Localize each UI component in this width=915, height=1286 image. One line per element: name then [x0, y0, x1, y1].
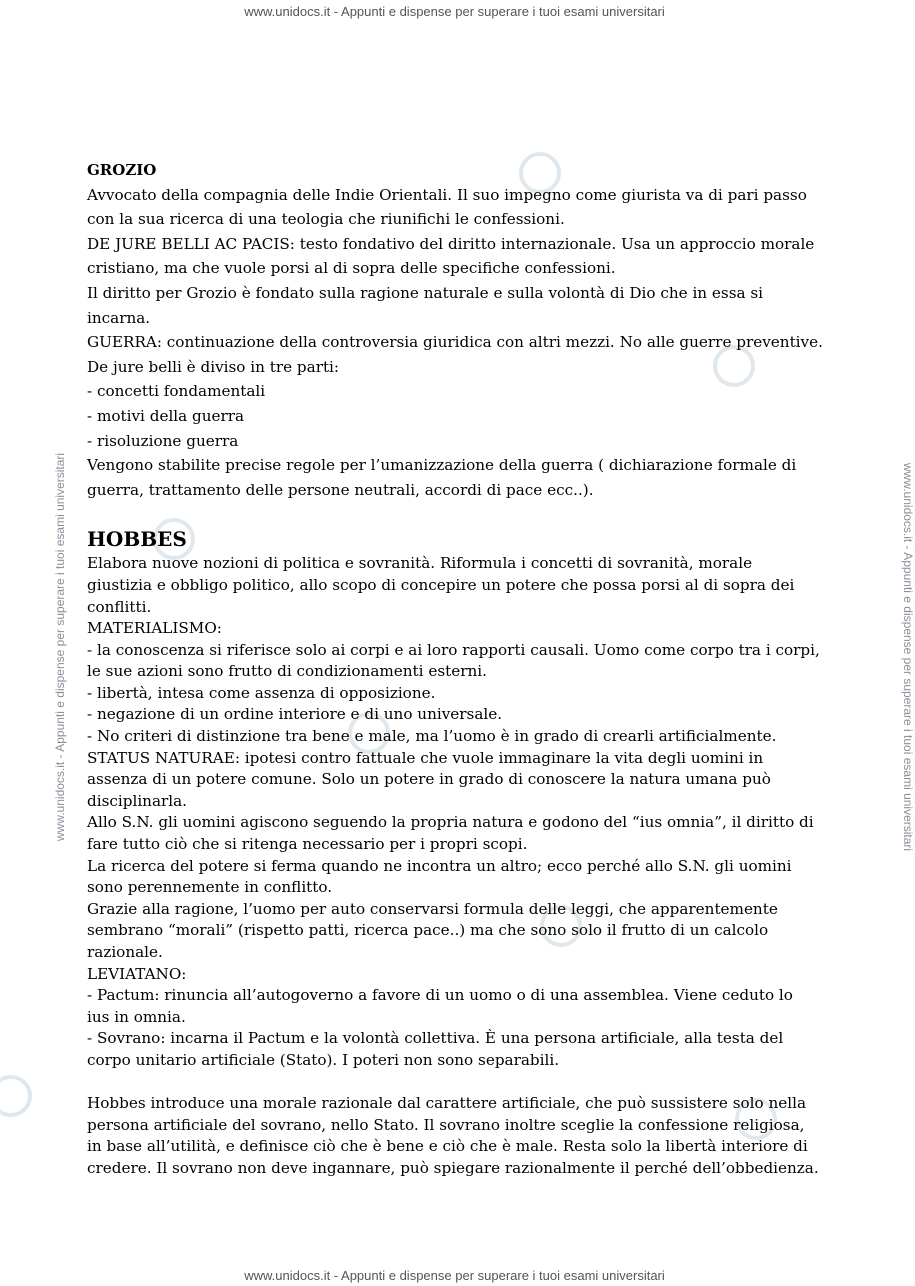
section-hobbes [87, 525, 827, 1179]
text-line: - Pactum: rinuncia all’autogoverno a favore di un uomo o di una assemblea. Viene ceduto lo [87, 986, 793, 1005]
text-line: le sue azioni sono frutto di condizionamenti esterni. [87, 662, 487, 681]
text-line: disciplinarla. [87, 791, 188, 810]
section-grozio [87, 158, 827, 502]
text-line: sono perennemente in conflitto. [87, 878, 333, 897]
watermark-right: www.unidocs.it - Appunti e dispense per superare i tuoi esami universitari [901, 462, 915, 852]
text-line: - motivi della guerra [87, 406, 245, 425]
hobbes-closing-text [87, 1093, 827, 1179]
text-line: - Sovrano: incarna il Pactum e la volontà collettiva. È una persona artificiale, alla testa del [87, 1029, 784, 1048]
text-line: Hobbes introduce una morale razionale dal carattere artificiale, che può sussistere solo nella [87, 1094, 807, 1113]
text-line: Il diritto per Grozio è fondato sulla ragione naturale e sulla volontà di Dio che in essa si [87, 283, 764, 302]
text-line: sembrano “morali” (rispetto patti, ricerca pace..) ma che sono solo il frutto di un calcolo [87, 921, 769, 940]
text-line: De jure belli è diviso in tre parti: [87, 357, 340, 376]
hobbes-text [87, 553, 827, 1071]
text-line: - libertà, intesa come assenza di opposizione. [87, 683, 436, 702]
text-line: guerra, trattamento delle persone neutrali, accordi di pace ecc..). [87, 480, 594, 499]
heading-grozio: GROZIO [87, 161, 157, 179]
text-line: - concetti fondamentali [87, 382, 266, 401]
watermark-logo-icon [0, 1075, 32, 1117]
text-line: conflitti. [87, 597, 152, 616]
text-line: fare tutto ciò che si ritenga necessario per i propri scopi. [87, 835, 528, 854]
document-body [87, 158, 827, 1180]
text-line: - No criteri di distinzione tra bene e male, ma l’uomo è in grado di crearli artificialmente. [87, 727, 777, 746]
watermark-top: www.unidocs.it - Appunti e dispense per superare i tuoi esami universitari [244, 4, 665, 19]
text-line: credere. Il sovrano non deve ingannare, può spiegare razionalmente il perché dell’obbedienza. [87, 1158, 819, 1177]
text-line: con la sua ricerca di una teologia che riunifichi le confessioni. [87, 210, 565, 229]
text-line: giustizia e obbligo politico, allo scopo di concepire un potere che possa porsi al di sopra dei [87, 575, 795, 594]
text-line: Elabora nuove nozioni di politica e sovranità. Riformula i concetti di sovranità, morale [87, 554, 753, 573]
text-line: Allo S.N. gli uomini agiscono seguendo la propria natura e godono del “ius omnia”, il diritto di [87, 813, 814, 832]
text-line: Vengono stabilite precise regole per l’umanizzazione della guerra ( dichiarazione formale di [87, 456, 797, 475]
text-line: ius in omnia. [87, 1007, 186, 1026]
text-line: Grazie alla ragione, l’uomo per auto conservarsi formula delle leggi, che apparentemente [87, 899, 778, 918]
text-line: - risoluzione guerra [87, 431, 239, 450]
paragraph-gap [87, 1072, 827, 1094]
watermark-bottom: www.unidocs.it - Appunti e dispense per superare i tuoi esami universitari [244, 1268, 665, 1283]
text-line: incarna. [87, 308, 151, 327]
text-line: GUERRA: continuazione della controversia giuridica con altri mezzi. No alle guerre preventive. [87, 333, 823, 352]
text-line: La ricerca del potere si ferma quando ne incontra un altro; ecco perché allo S.N. gli uomini [87, 856, 792, 875]
text-line: persona artificiale del sovrano, nello Stato. Il sovrano inoltre sceglie la confessione religiosa, [87, 1115, 805, 1134]
text-line: STATUS NATURAE: ipotesi contro fattuale che vuole immaginare la vita degli uomini in [87, 748, 764, 767]
text-line: - la conoscenza si riferisce solo ai corpi e ai loro rapporti causali. Uomo come corpo tra i corpi, [87, 640, 820, 659]
grozio-text [87, 183, 827, 503]
text-line: - negazione di un ordine interiore e di uno universale. [87, 705, 503, 724]
text-line: DE JURE BELLI AC PACIS: testo fondativo del diritto internazionale. Usa un approccio morale [87, 234, 815, 253]
text-line: cristiano, ma che vuole porsi al di sopra delle specifiche confessioni. [87, 259, 616, 278]
watermark-left: www.unidocs.it - Appunti e dispense per superare i tuoi esami universitari [53, 452, 67, 842]
text-line: Avvocato della compagnia delle Indie Orientali. Il suo impegno come giurista va di pari passo [87, 185, 807, 204]
heading-hobbes: HOBBES [87, 527, 187, 552]
text-line: assenza di un potere comune. Solo un potere in grado di conoscere la natura umana può [87, 770, 771, 789]
text-line: in base all’utilità, e definisce ciò che è bene e ciò che è male. Resta solo la libertà interiore di [87, 1137, 808, 1156]
text-line: LEVIATANO: [87, 964, 187, 983]
text-line: MATERIALISMO: [87, 619, 222, 638]
text-line: corpo unitario artificiale (Stato). I poteri non sono separabili. [87, 1050, 560, 1069]
text-line: razionale. [87, 943, 163, 961]
